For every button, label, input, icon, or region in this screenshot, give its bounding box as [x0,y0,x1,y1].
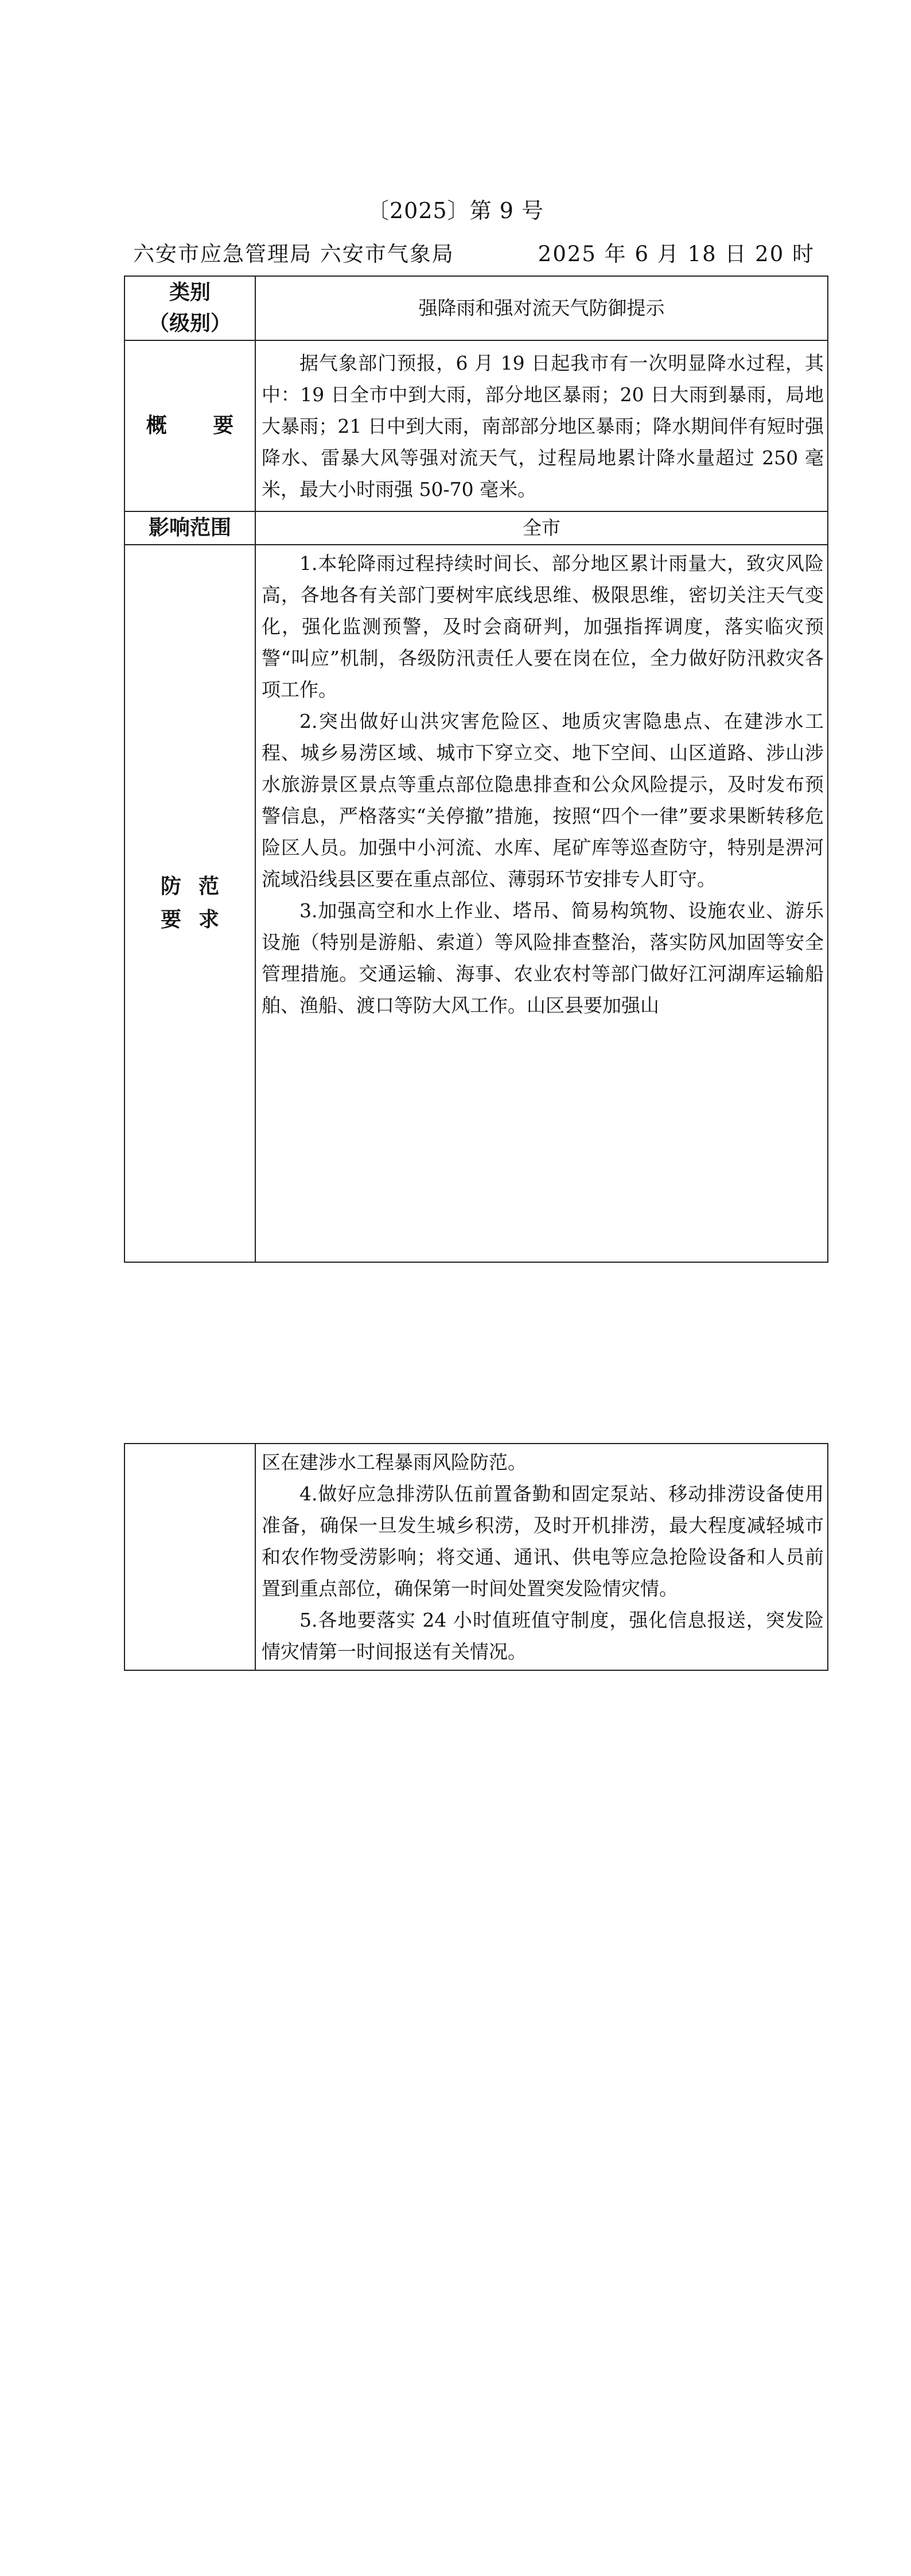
document-number: 〔2025〕第 9 号 [367,198,544,223]
summary-text: 据气象部门预报，6 月 19 日起我市有一次明显降水过程，其中：19 日全市中到大雨，部分地区暴雨；20 日大雨到暴雨，局地大暴雨；21 日中到大雨，南部部分地区暴雨；降水期间伴有短时强降水、雷暴大风等强对流天气，过程局地累计降水量超过 250 毫米，最大小时雨强 50-70 毫米。 [262,351,824,501]
issue-datetime: 2025 年 6 月 18 日 20 时 [538,242,815,266]
summary-row [124,340,828,511]
summary-cell [255,340,828,511]
defense-item: 1.本轮降雨过程持续时间长、部分地区累计雨量大，致灾风险高，各地各有关部门要树牢底线思维、极限思维，密切关注天气变化，强化监测预警，及时会商研判，加强指挥调度，落实临灾预警“叫应”机制，各级防汛责任人要在岗在位，全力做好防汛救灾各项工作。 [262,552,824,701]
defense-item: 5.各地要落实 24 小时值班值守制度，强化信息报送，突发险情灾情第一时间报送有关情况。 [262,1609,824,1663]
category-label-line1: 类别 [169,281,211,304]
defense-item: 3.加强高空和水上作业、塔吊、简易构筑物、设施农业、游乐设施（特别是游船、索道）等风险排查整治，落实防风加固等安全管理措施。交通运输、海事、农业农村等部门做好江河湖库运输船舶、渔船、渡口等防大风工作。山区县要加强山 [262,899,824,1017]
category-row [124,276,828,340]
category-label [124,276,255,340]
defense-item: 4.做好应急排涝队伍前置备勤和固定泵站、移动排涝设备使用准备，确保一旦发生城乡积涝，及时开机排涝，最大程度减轻城市和农作物受涝影响；将交通、通讯、供电等应急抢险设备和人员前置到重点部位，确保第一时间处置突发险情灾情。 [262,1483,824,1600]
scope-row [124,511,828,545]
notice-table [124,276,828,1263]
defense-item: 2.突出做好山洪灾害危险区、地质灾害隐患点、在建涉水工程、城乡易涝区域、城市下穿立交、地下空间、山区道路、涉山涉水旅游景区景点等重点部位隐患排查和公众风险提示，及时发布预警信息，严格落实“关停撤”措施，按照“四个一律”要求果断转移危险区人员。加强中小河流、水库、尾矿库等巡查防守，特别是淠河流域沿线县区要在重点部位、薄弱环节安排专人盯守。 [262,710,824,890]
issuing-agencies: 六安市应急管理局 六安市气象局 [133,242,454,266]
defense-label-line2: 要求 [160,908,236,932]
defense-label [124,545,255,1262]
defense-row-continued [124,1444,828,1670]
defense-row [124,545,828,1262]
defense-item-continuation: 区在建涉水工程暴雨风险防范。 [262,1451,527,1473]
defense-cell-continued [255,1444,828,1670]
summary-label: 概 要 [124,340,255,511]
scope-label: 影响范围 [124,511,255,545]
category-value: 强降雨和强对流天气防御提示 [255,276,828,340]
defense-label-line1: 防范 [160,875,236,898]
scope-value: 全市 [255,511,828,545]
defense-label-empty [124,1444,255,1670]
category-label-line2: （级别） [148,312,231,335]
notice-table-continued [124,1443,828,1671]
defense-cell [255,545,828,1262]
